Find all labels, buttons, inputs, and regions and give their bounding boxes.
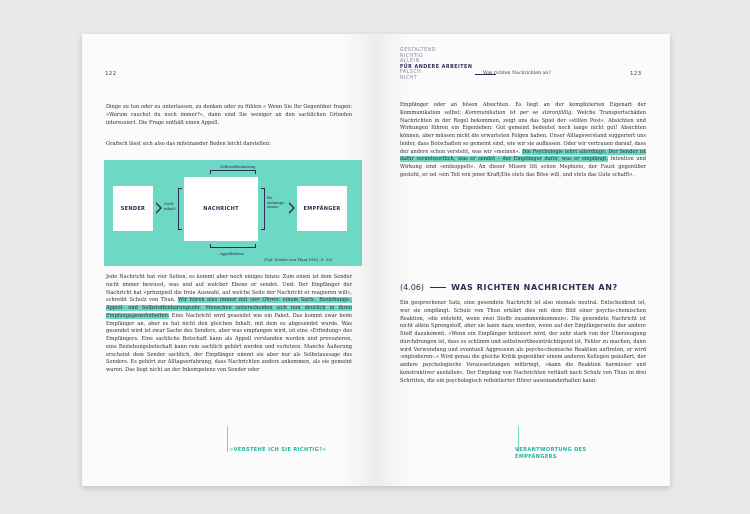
right-top-text	[400, 102, 646, 186]
right-side-label-line: ebene	[267, 204, 279, 210]
diagram-right-bracket	[261, 188, 265, 230]
nav-item: FALSCH	[400, 70, 422, 76]
box-receiver: EMPFÄNGER	[297, 186, 347, 231]
emphasis: vier Ohren	[249, 297, 279, 304]
heading-dash	[430, 287, 446, 288]
left-side-label-line: Sach-	[164, 201, 175, 206]
arrow-icon	[156, 202, 162, 214]
left-paragraph-2: Grafisch lässt sich also das miteinander Reden leicht darstellen:	[106, 141, 271, 148]
running-head: Was richten Nachrichten an?	[483, 71, 551, 76]
diagram-bottom-label: Appellebene	[220, 251, 244, 256]
side-tag-left: »VERSTEHE ICH SIE RICHTIG?«	[230, 447, 327, 453]
nav-item: GESTALTEND	[400, 48, 436, 53]
diagram-left-side-label	[164, 202, 175, 211]
highlight: Die Psychologie lehrt allerdings: Der Sender ist dafür verantwortlich, was er sendet – der Empfänger dafür, was er empfängt.	[400, 148, 646, 163]
section-title: WAS RICHTEN NACHRICHTEN AN?	[451, 283, 618, 292]
side-tag-right	[515, 447, 586, 460]
section-number: (4.06)	[400, 283, 425, 292]
box-message: NACHRICHT	[184, 177, 258, 241]
side-tag-line: EMPFÄNGERS	[515, 453, 557, 460]
chapter-nav-stack	[400, 48, 472, 82]
left-side-label-line: inhalt	[164, 205, 176, 211]
right-page	[376, 34, 670, 486]
diagram-top-label: Selbstoffenbarung	[220, 164, 256, 169]
section-heading	[400, 283, 618, 292]
nav-item: RICHTIG	[400, 53, 424, 59]
left-intro-text	[106, 104, 352, 155]
tag-connector-line	[227, 426, 228, 452]
communication-diagram	[104, 160, 362, 266]
nav-item: NICHT	[400, 75, 418, 81]
text-run: Welche Transportschäden Nachrichten in der Regel bekommen, zeigt uns das Spiel der »stillen Post«. Absichten und Wirkungen führen ein Eigenleben: Gut gemeint bedeutet noch lange nicht gut! Absichten können, aber müssen nicht die erwarteten Folgen haben. Unser Alltagsverstand suggeriert uns leider, dass Botschaften so gemeint sind, wie wir sie auffassen. Oder wir vertrauen darauf, dass der andere schon versteht, was wir »meinen«.	[400, 109, 646, 155]
nav-item: ALLEIN	[400, 59, 420, 65]
left-paragraph-1: Dinge zu tun oder zu unterlassen, zu denken oder zu fühlen.« Wenn Sie Ihr Gegenüber fragen: »Warum rauchst du noch immer?«, dann sind Sie weniger an den sachlichen Gründen interessiert. Die Frage enthält einen Appell.	[106, 104, 352, 126]
right-side-label-line: ziehungs-	[267, 199, 286, 205]
emphasis: Empfangsgewohnheiten	[106, 312, 168, 319]
left-main-text	[106, 274, 352, 381]
left-paragraph-3	[106, 274, 352, 375]
left-page	[82, 34, 376, 486]
diagram-top-bracket	[210, 170, 256, 174]
nav-item-active: FÜR ANDERE ARBEITEN	[400, 64, 473, 70]
box-sender: SENDER	[113, 186, 153, 231]
book-spread	[82, 34, 670, 486]
page-number-right: 123	[630, 71, 642, 77]
side-tag-line: VERANTWORTUNG DES	[515, 447, 587, 453]
arrow-icon	[289, 202, 295, 214]
diagram-bottom-bracket	[210, 244, 256, 248]
text-run: : einem Sach-, Beziehungs-, Appell- und Selbstoffenbarungsohr. Menschen unterscheiden sich nun deutlich in ihren	[106, 297, 353, 311]
diagram-right-side-label	[267, 196, 285, 210]
right-paragraph-2: Ein gesprochener Satz, eine gesendete Nachricht ist also niemals neutral. Entscheidend ist, wer sie empfängt. Schulz von Thun erklärt dies mit dem Bild einer psycho-chemischen Reaktion, »die entsteht, wenn zwei Stoffe zusammenkommen«. Die gesendete Nachricht ist nicht allein Sprengstoff, aber sie kann dazu werden, wenn auf der Empfängerseite der andere Stoff dazukommt. »Wenn ein Empfänger kritisiert wird, der sehr stark von der Überzeugung durchdrungen ist, dass es schlimm und selbstwertbeeinträchtigend ist, Fehler zu machen, dann wird Verwundung und eventuell Aggression als psycho-chemische Reaktion auftreten, er wird ›explodieren‹.« Wird genau die gleiche Kritik gegenüber einem anderen Kollegen geäußert, der andere psychologische Voraussetzungen mitbringt, »kann die Reaktion harmloser und konstruktiver ausfallen«. Der Empfang von Nachrichten verläuft nach Schulz von Thun in drei Schritten, die ein psychologisch reflektierter Hörer auseinanderhalten kann:	[400, 300, 646, 384]
text-run: .	[167, 312, 170, 319]
text-run: Eine Nachricht wird gesendet wie ein Paket. Das kommt zwar beim Empfänger an, aber es hat nicht den gleichen Inhalt, mit dem es abgesendet wurde. Was gesendet wird ist zwar Sache des Senders, aber was empfangen wird, ist eine »Erfindung« des Empfängers. Eine sachliche Botschaft kann als Appell verstanden werden und provozieren, eine Beziehungsbotschaft kann rein sachlich gehört werden und verletzen. Manche Äußerung erscheint dem Sender sachlich, der Empfänger nimmt sie aber nur als Selbstaussage des Senders. Es gehört zur Alltagserfahrung, dass Nachrichten anders ankommen, als sie gemeint waren. Das liegt nicht an der Inkompetenz von Sender oder	[106, 312, 352, 373]
text-run: Empfänger oder an bösen Absichten. Es liegt an der komplizierten Eigenart der Kommunikation selbst:	[400, 102, 646, 116]
emphasis: Kommunikation ist per se störanfällig.	[465, 109, 573, 116]
page-number-left: 122	[105, 71, 117, 77]
text-run: Wir hören also immer mit	[177, 297, 250, 304]
diagram-left-bracket	[178, 188, 182, 230]
text-run: Intention und Wirkung sind »entkoppelt«. An dieser Misere litt schon Mephisto, der Faust gegenüber gesteht, er sei »ein Teil von jener Kraft/Die stets das Böse will, und stets das Gute schafft«.	[400, 156, 646, 178]
right-side-label-line: Be-	[267, 195, 274, 200]
right-main-text	[400, 300, 646, 391]
text-run: Jede Nachricht hat vier Seiten, es kommt aber noch einiges hinzu: Zum einen ist dem Sender nicht immer bewusst, was und auf welcher Ebene er sendet. Und: Der Empfänger der Nachricht hat »prinzipiell die freie Auswahl, auf welche Seite der Nachricht er reagieren will«, schreibt Schulz von Thun.	[106, 274, 352, 304]
diagram-citation: (Vgl. Schulz von Thun 1981, S. 30)	[264, 257, 333, 262]
right-paragraph-1	[400, 102, 646, 180]
